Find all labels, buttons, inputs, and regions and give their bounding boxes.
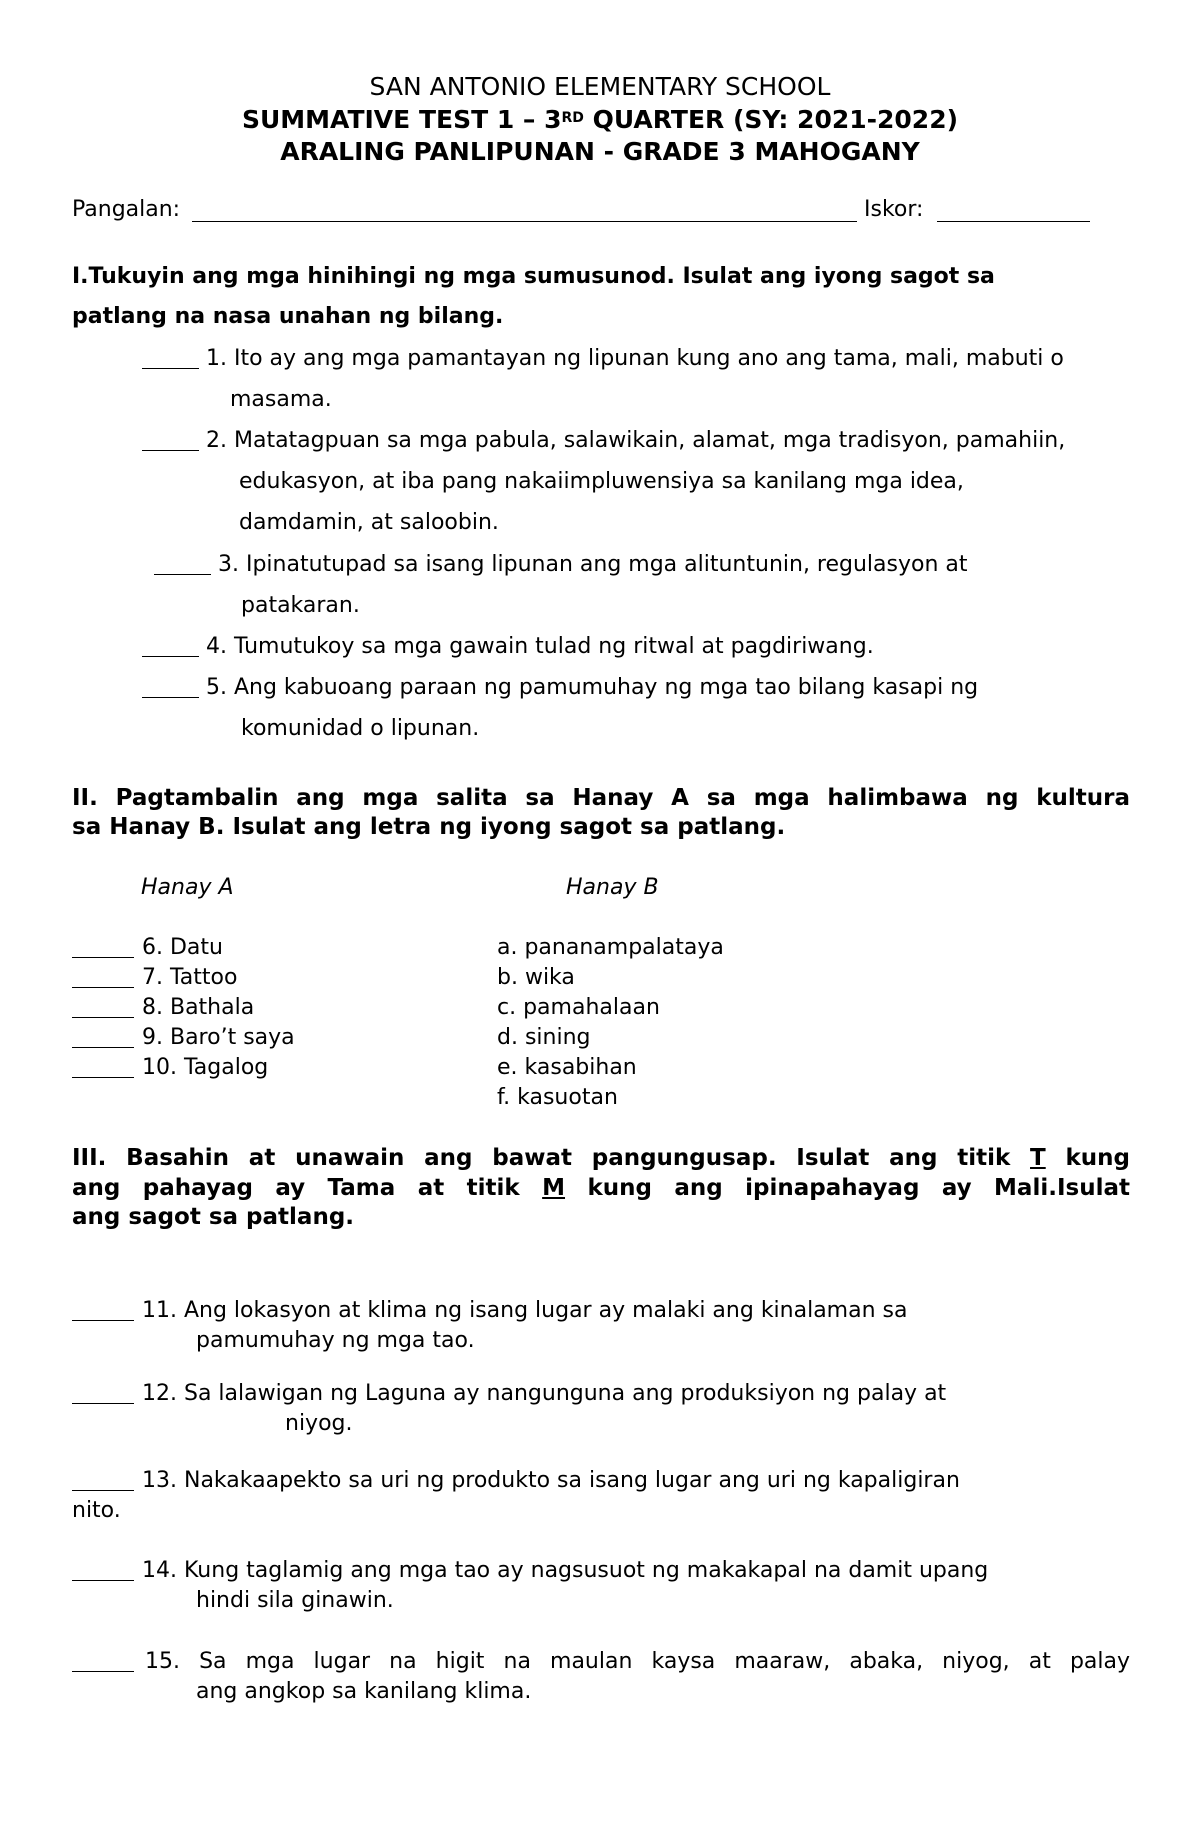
item-1-line2: masama.: [230, 387, 332, 412]
answer-blank-13[interactable]: [72, 1488, 134, 1491]
answer-blank-5[interactable]: [142, 695, 199, 698]
hanay-a-item-6: 6. Datu: [142, 935, 223, 960]
item-11-line2: pamumuhay ng mga tao.: [196, 1328, 475, 1353]
section1-instruction-line2: patlang na nasa unahan ng bilang.: [72, 304, 504, 329]
item-12-line1: 12. Sa lalawigan ng Laguna ay nangunguna ang produksiyon ng palay at: [142, 1381, 947, 1406]
item-11-line1: 11. Ang lokasyon at klima ng isang lugar ay malaki ang kinalaman sa: [142, 1298, 908, 1323]
item-1-line1: 1. Ito ay ang mga pamantayan ng lipunan kung ano ang tama, mali, mabuti o: [206, 346, 1064, 371]
item-5-line1: 5. Ang kabuoang paraan ng pamumuhay ng mga tao bilang kasapi ng: [206, 675, 979, 700]
answer-blank-1[interactable]: [142, 366, 199, 369]
hanay-a-item-10: 10. Tagalog: [142, 1055, 269, 1080]
section2-instruction-line1: II. Pagtambalin ang mga salita sa Hanay A sa mga halimbawa ng kultura: [72, 785, 1130, 811]
answer-blank-14[interactable]: [72, 1578, 134, 1581]
section1-instruction-line1: I.Tukuyin ang mga hinihingi ng mga sumusunod. Isulat ang iyong sagot sa: [72, 264, 995, 289]
hanay-b-item-a: a. pananampalataya: [497, 935, 724, 960]
name-label: Pangalan:: [72, 197, 181, 222]
answer-blank-2[interactable]: [142, 448, 199, 451]
hanay-b-item-c: c. pamahalaan: [497, 995, 660, 1020]
hanay-a-item-7: 7. Tattoo: [142, 965, 238, 990]
hanay-a-item-9: 9. Baro’t saya: [142, 1025, 295, 1050]
name-blank[interactable]: [192, 219, 857, 222]
answer-blank-3[interactable]: [154, 572, 211, 575]
item-5-line2: komunidad o lipunan.: [241, 716, 480, 741]
item-15-line2: ang angkop sa kanilang klima.: [196, 1679, 532, 1704]
answer-blank-8[interactable]: [72, 1015, 134, 1018]
answer-blank-11[interactable]: [72, 1318, 134, 1321]
section3-instruction-line1: III. Basahin at unawain ang bawat pangungusap. Isulat ang titik T kung: [72, 1145, 1130, 1171]
school-name: SAN ANTONIO ELEMENTARY SCHOOL: [369, 72, 831, 101]
item-14-line2: hindi sila ginawin.: [196, 1588, 394, 1613]
subject-title: ARALING PANLIPUNAN - GRADE 3 MAHOGANY: [280, 137, 920, 166]
answer-blank-15[interactable]: [72, 1669, 134, 1672]
section3-instruction-line2: ang pahayag ay Tama at titik M kung ang ipinapahayag ay Mali.Isulat: [72, 1175, 1130, 1201]
answer-blank-4[interactable]: [142, 654, 199, 657]
section2-instruction-line2: sa Hanay B. Isulat ang letra ng iyong sagot sa patlang.: [72, 814, 786, 840]
item-15-line1: 15. Sa mga lugar na higit na maulan kaysa maaraw, abaka, niyog, at palay: [145, 1649, 1130, 1674]
item-13-line1: 13. Nakakaapekto sa uri ng produkto sa isang lugar ang uri ng kapaligiran: [142, 1468, 960, 1493]
hanay-b-item-b: b. wika: [497, 965, 575, 990]
section3-instruction-line3: ang sagot sa patlang.: [72, 1204, 355, 1230]
item-4-line1: 4. Tumutukoy sa mga gawain tulad ng ritwal at pagdiriwang.: [206, 634, 874, 659]
hanay-b-item-f: f. kasuotan: [497, 1085, 618, 1110]
hanay-a-item-8: 8. Bathala: [142, 995, 255, 1020]
hanay-b-item-e: e. kasabihan: [497, 1055, 637, 1080]
item-13-line2: nito.: [72, 1498, 121, 1523]
answer-blank-7[interactable]: [72, 985, 134, 988]
item-2-line3: damdamin, at saloobin.: [239, 510, 499, 535]
score-blank[interactable]: [937, 219, 1090, 222]
item-12-line2: niyog.: [285, 1411, 353, 1436]
item-2-line1: 2. Matatagpuan sa mga pabula, salawikain, alamat, mga tradisyon, pamahiin,: [206, 428, 1066, 453]
answer-blank-10[interactable]: [72, 1075, 134, 1078]
item-3-line1: 3. Ipinatutupad sa isang lipunan ang mga alituntunin, regulasyon at: [218, 552, 968, 577]
answer-blank-9[interactable]: [72, 1045, 134, 1048]
hanay-b-item-d: d. sining: [497, 1025, 591, 1050]
answer-blank-6[interactable]: [72, 955, 134, 958]
hanay-b-title: Hanay B: [566, 875, 659, 900]
test-title: SUMMATIVE TEST 1 – 3RD QUARTER (SY: 2021-2022): [241, 105, 959, 134]
answer-blank-12[interactable]: [72, 1401, 134, 1404]
score-label: Iskor:: [864, 197, 924, 222]
item-14-line1: 14. Kung taglamig ang mga tao ay nagsusuot ng makakapal na damit upang: [142, 1558, 989, 1583]
hanay-a-title: Hanay A: [141, 875, 234, 900]
item-3-line2: patakaran.: [241, 593, 360, 618]
item-2-line2: edukasyon, at iba pang nakaiimpluwensiya sa kanilang mga idea,: [239, 469, 964, 494]
